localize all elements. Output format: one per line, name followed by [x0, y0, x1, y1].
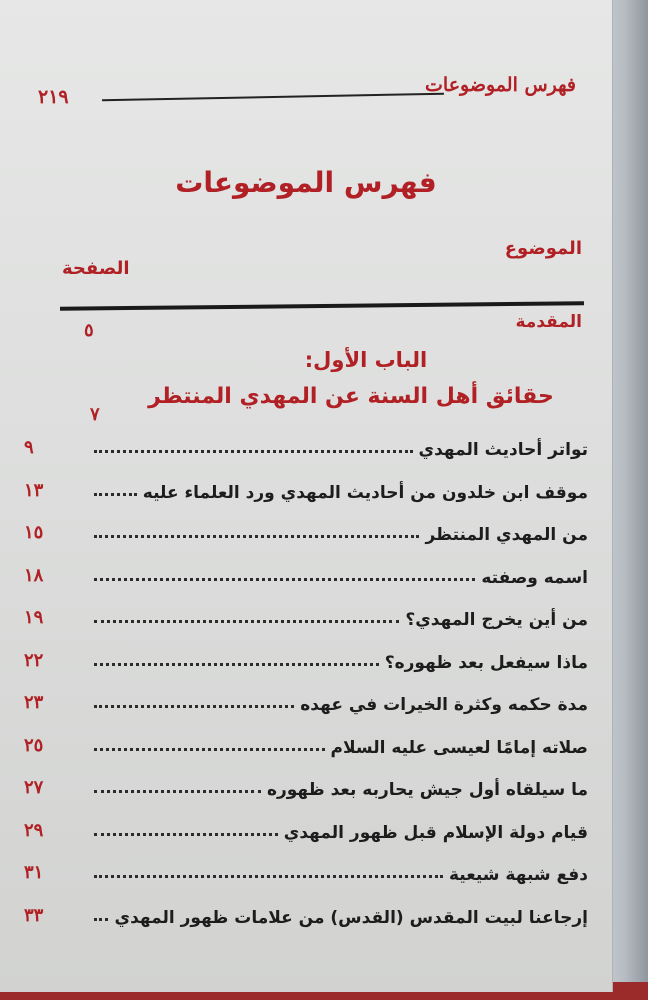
dot-leader: [94, 833, 278, 836]
dot-leader: [94, 620, 399, 623]
toc-entry-title: دفع شبهة شيعية: [449, 865, 588, 885]
toc-entry-page-number: ١٩: [24, 607, 44, 628]
toc-entry: [24, 546, 588, 588]
toc-entry-title: من أين يخرج المهدي؟: [405, 610, 588, 630]
page-title: فهرس الموضوعات: [175, 166, 437, 199]
toc-entry-title: قيام دولة الإسلام قبل ظهور المهدي: [283, 822, 588, 843]
toc-entry-title: ماذا سيفعل بعد ظهوره؟: [384, 652, 588, 673]
toc-entry: [24, 801, 588, 843]
toc-entry-title: مدة حكمه وكثرة الخيرات في عهده: [300, 695, 588, 715]
dot-leader: [94, 918, 108, 921]
dot-leader: [94, 705, 294, 708]
dot-leader: [94, 663, 379, 666]
toc-entry-page-number: ٢٧: [24, 777, 44, 798]
toc-entry-page-number: ١٨: [24, 564, 44, 586]
toc-entry: [24, 716, 588, 758]
toc-entry-title: صلاته إمامًا لعيسى عليه السلام: [330, 737, 588, 758]
dot-leader: [94, 790, 261, 793]
chapter-title: الباب الأول:: [304, 348, 428, 372]
header-rule: [102, 93, 444, 102]
toc-entry: [24, 843, 588, 885]
toc-entry-page-number: ٢٢: [24, 649, 44, 671]
toc-list: [0, 418, 612, 928]
introduction-label: المقدمة: [515, 312, 582, 332]
toc-entry-page-number: ١٥: [24, 522, 44, 543]
chapter-subtitle: حقائق أهل السنة عن المهدي المنتظر: [148, 384, 554, 409]
chapter-page-number: ٧: [90, 404, 100, 425]
running-title: فهرس الموضوعات: [425, 74, 576, 96]
toc-entry: [24, 758, 588, 800]
heading-divider: [60, 301, 584, 310]
toc-entry: [24, 418, 588, 460]
toc-entry-title: إرجاعنا لبيت المقدس (القدس) من علامات ظهور المهدي: [114, 907, 588, 928]
toc-entry: [24, 503, 588, 545]
dot-leader: [94, 875, 443, 878]
toc-entry-title: موقف ابن خلدون من أحاديث المهدي ورد العلماء عليه: [142, 482, 588, 503]
running-page-number: ٢١٩: [38, 86, 69, 108]
toc-entry: [24, 631, 588, 673]
toc-entry: [24, 673, 588, 715]
dot-leader: [94, 450, 413, 453]
toc-entry-title: اسمه وصفته: [481, 567, 588, 588]
dot-leader: [94, 493, 137, 496]
dot-leader: [94, 535, 419, 538]
dot-leader: [94, 748, 325, 751]
introduction-page-number: ٥: [84, 320, 94, 341]
toc-entry-title: ما سيلقاه أول جيش يحاربه بعد ظهوره: [266, 780, 588, 800]
toc-entry-page-number: ٢٩: [24, 819, 44, 841]
toc-entry-page-number: ٩: [24, 437, 34, 458]
toc-entry-page-number: ٣١: [24, 862, 44, 883]
toc-entry-title: تواتر أحاديث المهدي: [418, 440, 588, 460]
dot-leader: [94, 578, 475, 581]
toc-entry-page-number: ٢٥: [24, 734, 44, 756]
toc-entry: [24, 588, 588, 630]
toc-entry: [24, 886, 588, 928]
toc-entry-page-number: ٣٣: [24, 904, 44, 926]
column-heading-page: الصفحة: [62, 258, 130, 279]
toc-entry-title: من المهدي المنتظر: [425, 525, 588, 545]
toc-entry: [24, 461, 588, 503]
running-header: [38, 64, 582, 108]
toc-entry-page-number: ١٣: [24, 479, 44, 501]
toc-entry-page-number: ٢٣: [24, 692, 44, 713]
column-heading-subject: الموضوع: [504, 238, 582, 259]
